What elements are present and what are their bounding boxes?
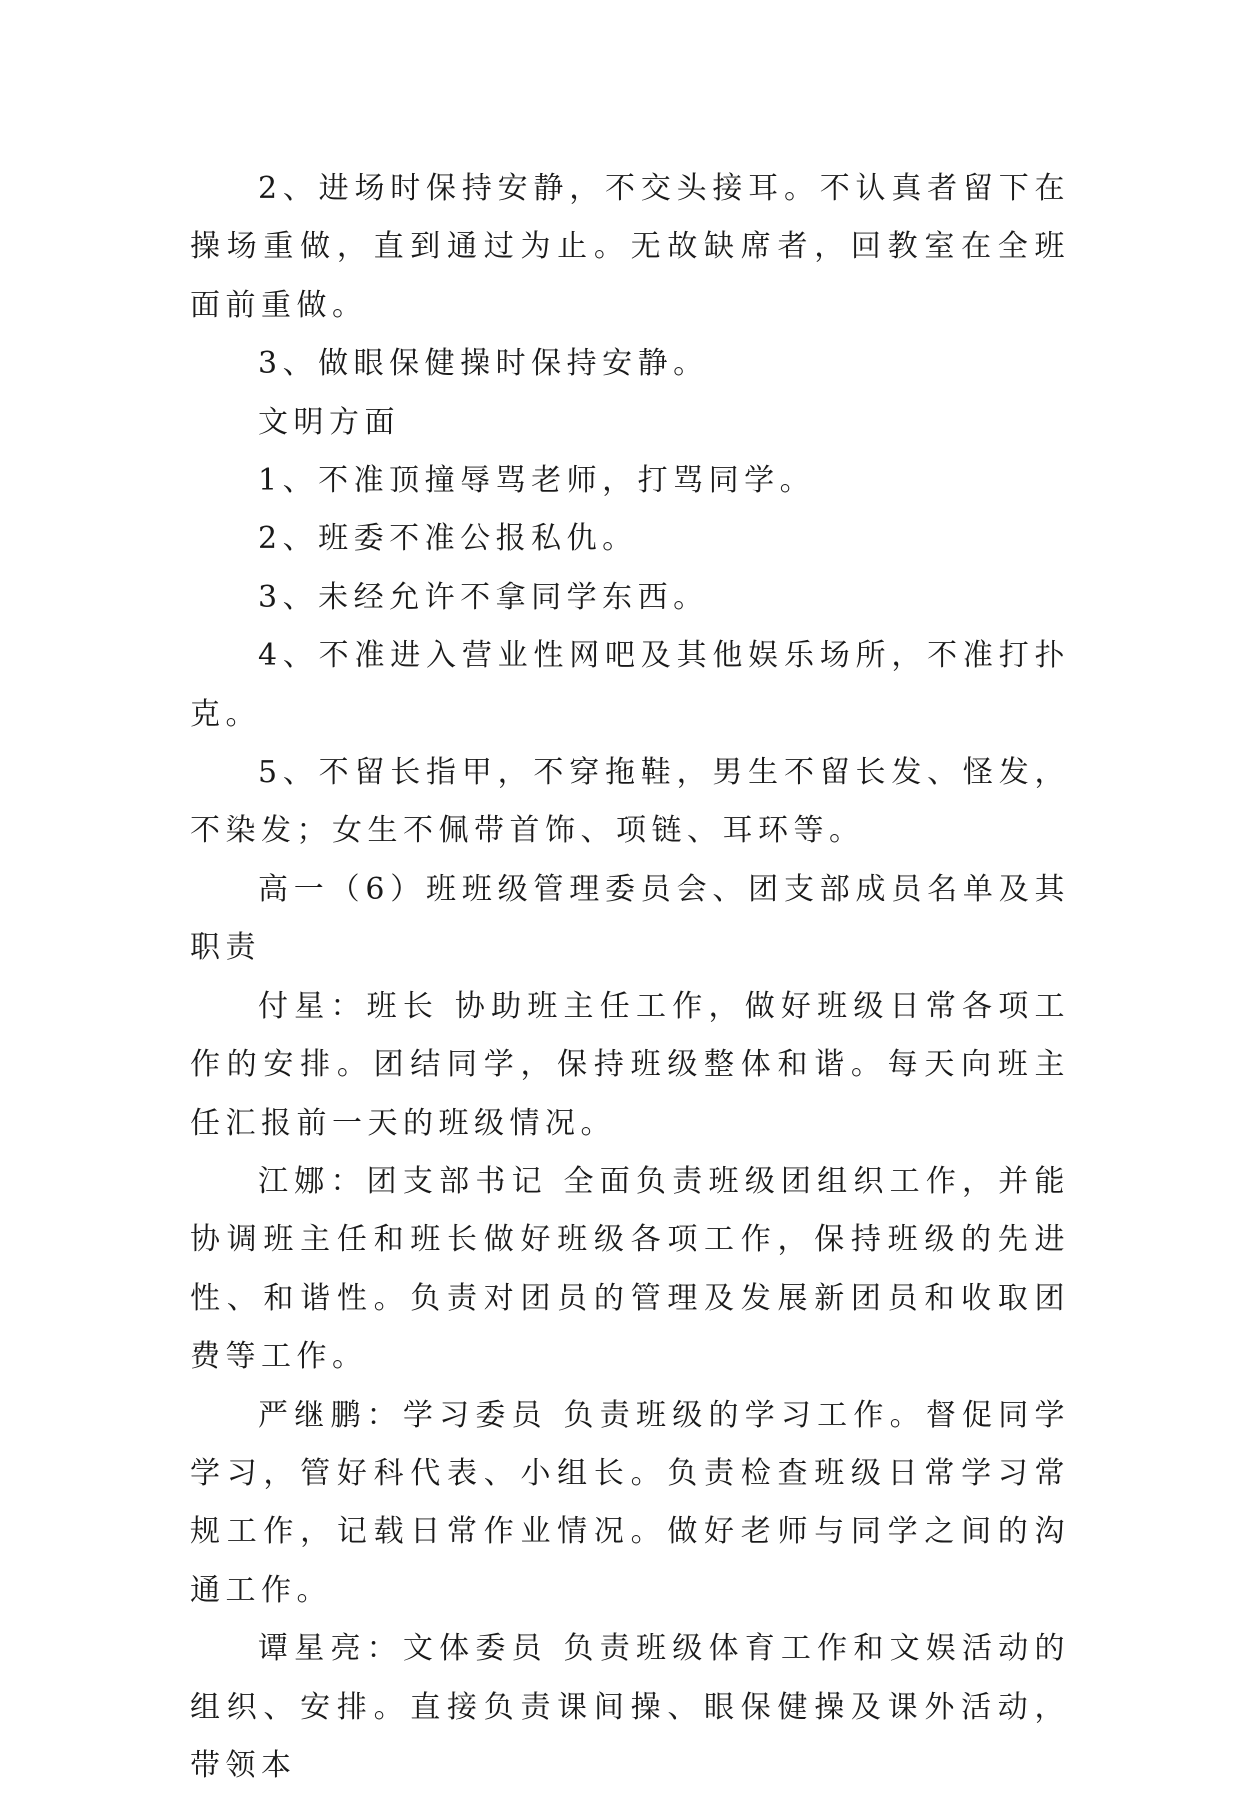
section-heading-committee: 高一（6）班班级管理委员会、团支部成员名单及其职责 bbox=[190, 871, 1070, 966]
paragraph-exercise-rule-2: 2、进场时保持安静，不交头接耳。不认真者留下在操场重做，直到通过为止。无故缺席者，回教室在全班面前重做。 bbox=[190, 171, 1070, 323]
paragraph-monitor-duty: 付星：班长 协助班主任工作，做好班级日常各项工作的安排。团结同学，保持班级整体和谐。每天向班主任汇报前一天的班级情况。 bbox=[190, 988, 1070, 1141]
paragraph-study-committee-duty: 严继鹏：学习委员 负责班级的学习工作。督促同学学习，管好科代表、小组长。负责检查班级日常学习常规工作，记载日常作业情况。做好老师与同学之间的沟通工作。 bbox=[190, 1397, 1070, 1608]
paragraph-civility-rule-2: 2、班委不准公报私仇。 bbox=[258, 521, 638, 557]
paragraph-civility-rule-3: 3、未经允许不拿同学东西。 bbox=[258, 579, 709, 615]
paragraph-league-secretary-duty: 江娜：团支部书记 全面负责班级团组织工作，并能协调班主任和班长做好班级各项工作，保持班级的先进性、和谐性。负责对团员的管理及发展新团员和收取团费等工作。 bbox=[190, 1163, 1070, 1375]
paragraph-sports-committee-duty: 谭星亮：文体委员 负责班级体育工作和文娱活动的组织、安排。直接负责课间操、眼保健操及课外活动，带领本 bbox=[190, 1631, 1070, 1783]
paragraph-civility-rule-5: 5、不留长指甲，不穿拖鞋，男生不留长发、怪发，不染发；女生不佩带首饰、项链、耳环等。 bbox=[190, 755, 1070, 849]
paragraph-civility-rule-1: 1、不准顶撞辱骂老师，打骂同学。 bbox=[258, 463, 816, 499]
paragraph-eye-exercise-rule-3: 3、做眼保健操时保持安静。 bbox=[258, 346, 709, 382]
paragraph-civility-rule-4: 4、不准进入营业性网吧及其他娱乐场所，不准打扑克。 bbox=[190, 638, 1070, 732]
section-heading-civility: 文明方面 bbox=[258, 404, 400, 440]
document-body bbox=[190, 160, 1070, 1795]
